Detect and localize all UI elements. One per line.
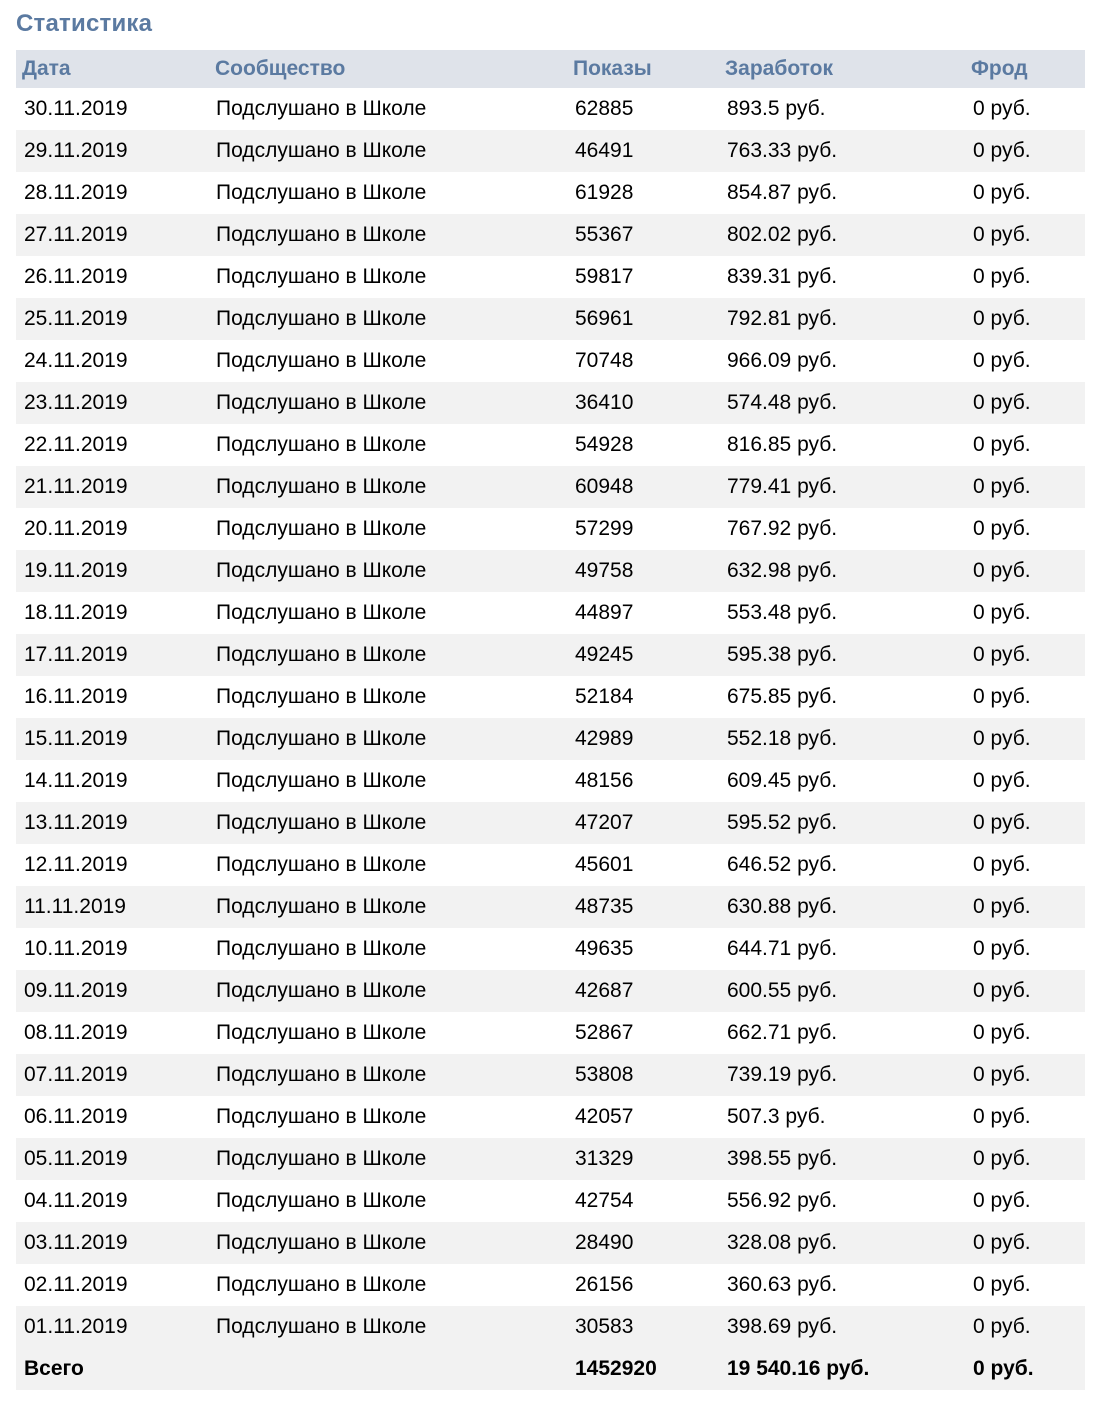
community-cell: Подслушано в Школе <box>214 1222 573 1264</box>
table-row <box>16 1180 1085 1222</box>
table-row <box>16 760 1085 802</box>
views-cell: 55367 <box>573 214 725 256</box>
date-cell: 08.11.2019 <box>24 1021 128 1044</box>
total-community-cell <box>214 1348 573 1390</box>
date-cell: 29.11.2019 <box>16 130 214 172</box>
table-row <box>16 1138 1085 1180</box>
community-cell: Подслушано в Школе <box>214 718 573 760</box>
earnings-cell: 792.81 руб. <box>725 298 971 340</box>
fraud-cell: 0 руб. <box>973 937 1031 960</box>
community-cell: Подслушано в Школе <box>214 550 573 592</box>
fraud-cell: 0 руб. <box>973 601 1031 624</box>
community-cell: Подслушано в Школе <box>214 1138 573 1180</box>
total-fraud: 0 руб. <box>971 1348 1085 1390</box>
earnings-cell: 600.55 руб. <box>725 970 971 1012</box>
views-cell: 53808 <box>573 1054 725 1096</box>
community-cell: Подслушано в Школе <box>216 937 427 960</box>
community-cell: Подслушано в Школе <box>216 601 427 624</box>
table-row <box>16 928 1085 970</box>
views-cell: 47207 <box>573 802 725 844</box>
earnings-cell: 630.88 руб. <box>725 886 971 928</box>
table-row <box>16 550 1085 592</box>
date-cell: 05.11.2019 <box>16 1138 214 1180</box>
earnings-cell: 556.92 руб. <box>727 1189 838 1212</box>
fraud-cell: 0 руб. <box>973 349 1031 372</box>
community-cell: Подслушано в Школе <box>214 886 573 928</box>
date-cell: 20.11.2019 <box>24 517 128 540</box>
community-cell: Подслушано в Школе <box>216 265 427 288</box>
table-row <box>16 970 1085 1012</box>
date-cell: 27.11.2019 <box>16 214 214 256</box>
earnings-cell: 398.69 руб. <box>725 1306 971 1348</box>
earnings-cell: 609.45 руб. <box>727 769 838 792</box>
fraud-cell: 0 руб. <box>973 685 1031 708</box>
earnings-cell: 802.02 руб. <box>725 214 971 256</box>
earnings-cell: 398.55 руб. <box>725 1138 971 1180</box>
table-row <box>16 676 1085 718</box>
views-cell: 26156 <box>575 1273 634 1296</box>
community-cell: Подслушано в Школе <box>216 685 427 708</box>
views-cell: 54928 <box>575 433 634 456</box>
table-footer <box>16 1348 1085 1390</box>
earnings-cell: 767.92 руб. <box>727 517 838 540</box>
community-cell: Подслушано в Школе <box>214 130 573 172</box>
date-cell: 24.11.2019 <box>24 349 128 372</box>
community-cell: Подслушано в Школе <box>216 1021 427 1044</box>
fraud-cell: 0 руб. <box>973 1021 1031 1044</box>
views-cell: 42687 <box>573 970 725 1012</box>
views-cell: 36410 <box>573 382 725 424</box>
fraud-cell: 0 руб. <box>973 853 1031 876</box>
fraud-cell: 0 руб. <box>971 802 1085 844</box>
date-cell: 25.11.2019 <box>16 298 214 340</box>
table-row <box>16 466 1085 508</box>
date-cell: 04.11.2019 <box>24 1189 128 1212</box>
date-cell: 19.11.2019 <box>16 550 214 592</box>
views-cell: 60948 <box>573 466 725 508</box>
fraud-cell: 0 руб. <box>971 382 1085 424</box>
fraud-cell: 0 руб. <box>971 1054 1085 1096</box>
date-cell: 01.11.2019 <box>16 1306 214 1348</box>
views-cell: 57299 <box>575 517 634 540</box>
views-cell: 42989 <box>573 718 725 760</box>
table-row <box>16 508 1085 550</box>
table-row <box>16 256 1085 298</box>
views-cell: 62885 <box>575 97 634 120</box>
column-header-earnings: Заработок <box>725 50 971 88</box>
earnings-cell: 595.38 руб. <box>725 634 971 676</box>
table-row <box>16 1054 1085 1096</box>
column-header-community: Сообщество <box>214 50 573 88</box>
date-cell: 23.11.2019 <box>16 382 214 424</box>
table-row <box>16 340 1085 382</box>
column-header-fraud: Фрод <box>971 50 1085 88</box>
earnings-cell: 662.71 руб. <box>727 1021 838 1044</box>
date-cell: 17.11.2019 <box>16 634 214 676</box>
views-cell: 45601 <box>575 853 634 876</box>
community-cell: Подслушано в Школе <box>214 802 573 844</box>
table-row <box>16 1096 1085 1138</box>
column-header-date: Дата <box>16 50 214 88</box>
views-cell: 49758 <box>573 550 725 592</box>
date-cell: 21.11.2019 <box>16 466 214 508</box>
views-cell: 31329 <box>573 1138 725 1180</box>
date-cell: 09.11.2019 <box>16 970 214 1012</box>
views-cell: 52867 <box>575 1021 634 1044</box>
date-cell: 14.11.2019 <box>24 769 128 792</box>
community-cell: Подслушано в Школе <box>216 433 427 456</box>
table-row <box>16 172 1085 214</box>
views-cell: 56961 <box>573 298 725 340</box>
date-cell: 16.11.2019 <box>24 685 128 708</box>
column-header-views: Показы <box>573 50 725 88</box>
views-cell: 49245 <box>573 634 725 676</box>
fraud-cell: 0 руб. <box>973 181 1031 204</box>
earnings-cell: 854.87 руб. <box>727 181 838 204</box>
date-cell: 26.11.2019 <box>24 265 128 288</box>
table-row <box>16 130 1085 172</box>
community-cell: Подслушано в Школе <box>216 853 427 876</box>
date-cell: 22.11.2019 <box>24 433 128 456</box>
earnings-cell: 507.3 руб. <box>727 1105 826 1128</box>
earnings-cell: 763.33 руб. <box>725 130 971 172</box>
community-cell: Подслушано в Школе <box>216 1273 427 1296</box>
fraud-cell: 0 руб. <box>973 1189 1031 1212</box>
earnings-cell: 646.52 руб. <box>727 853 838 876</box>
date-cell: 15.11.2019 <box>16 718 214 760</box>
fraud-cell: 0 руб. <box>973 97 1031 120</box>
fraud-cell: 0 руб. <box>973 769 1031 792</box>
fraud-cell: 0 руб. <box>971 466 1085 508</box>
earnings-cell: 644.71 руб. <box>727 937 838 960</box>
community-cell: Подслушано в Школе <box>214 382 573 424</box>
fraud-cell: 0 руб. <box>973 1273 1031 1296</box>
earnings-cell: 893.5 руб. <box>727 97 826 120</box>
total-label: Всего <box>16 1348 214 1390</box>
fraud-cell: 0 руб. <box>973 433 1031 456</box>
earnings-cell: 632.98 руб. <box>725 550 971 592</box>
community-cell: Подслушано в Школе <box>216 769 427 792</box>
date-cell: 11.11.2019 <box>16 886 214 928</box>
table-row <box>16 718 1085 760</box>
fraud-cell: 0 руб. <box>971 718 1085 760</box>
fraud-cell: 0 руб. <box>971 1222 1085 1264</box>
community-cell: Подслушано в Школе <box>214 1054 573 1096</box>
date-cell: 07.11.2019 <box>16 1054 214 1096</box>
earnings-cell: 574.48 руб. <box>725 382 971 424</box>
community-cell: Подслушано в Школе <box>216 517 427 540</box>
views-cell: 52184 <box>575 685 634 708</box>
table-row <box>16 886 1085 928</box>
views-cell: 48735 <box>573 886 725 928</box>
date-cell: 18.11.2019 <box>24 601 128 624</box>
table-row <box>16 214 1085 256</box>
fraud-cell: 0 руб. <box>973 1105 1031 1128</box>
table-row <box>16 634 1085 676</box>
community-cell: Подслушано в Школе <box>216 1189 427 1212</box>
date-cell: 12.11.2019 <box>24 853 128 876</box>
header-row <box>16 50 1085 88</box>
views-cell: 70748 <box>575 349 634 372</box>
table-row <box>16 1012 1085 1054</box>
table-row <box>16 298 1085 340</box>
views-cell: 49635 <box>575 937 634 960</box>
earnings-cell: 552.18 руб. <box>725 718 971 760</box>
table-row <box>16 424 1085 466</box>
community-cell: Подслушано в Школе <box>214 634 573 676</box>
fraud-cell: 0 руб. <box>971 1138 1085 1180</box>
fraud-cell: 0 руб. <box>973 265 1031 288</box>
views-cell: 61928 <box>575 181 634 204</box>
date-cell: 30.11.2019 <box>24 97 128 120</box>
table-row <box>16 844 1085 886</box>
earnings-cell: 739.19 руб. <box>725 1054 971 1096</box>
fraud-cell: 0 руб. <box>971 970 1085 1012</box>
views-cell: 48156 <box>575 769 634 792</box>
views-cell: 28490 <box>573 1222 725 1264</box>
earnings-cell: 675.85 руб. <box>727 685 838 708</box>
fraud-cell: 0 руб. <box>971 1306 1085 1348</box>
community-cell: Подслушано в Школе <box>216 181 427 204</box>
date-cell: 02.11.2019 <box>24 1273 128 1296</box>
views-cell: 42754 <box>575 1189 634 1212</box>
table-body <box>16 88 1085 1348</box>
page-title: Статистика <box>16 10 153 37</box>
fraud-cell: 0 руб. <box>971 550 1085 592</box>
earnings-cell: 816.85 руб. <box>727 433 838 456</box>
earnings-cell: 595.52 руб. <box>725 802 971 844</box>
total-row <box>16 1348 1085 1390</box>
fraud-cell: 0 руб. <box>971 634 1085 676</box>
views-cell: 44897 <box>575 601 634 624</box>
views-cell: 59817 <box>575 265 634 288</box>
community-cell: Подслушано в Школе <box>214 970 573 1012</box>
earnings-cell: 839.31 руб. <box>727 265 838 288</box>
statistics-table <box>16 50 1085 1390</box>
table-row <box>16 1222 1085 1264</box>
date-cell: 10.11.2019 <box>24 937 128 960</box>
views-cell: 42057 <box>575 1105 634 1128</box>
fraud-cell: 0 руб. <box>973 517 1031 540</box>
date-cell: 13.11.2019 <box>16 802 214 844</box>
community-cell: Подслушано в Школе <box>214 298 573 340</box>
community-cell: Подслушано в Школе <box>214 466 573 508</box>
total-earnings: 19 540.16 руб. <box>725 1348 971 1390</box>
earnings-cell: 328.08 руб. <box>725 1222 971 1264</box>
community-cell: Подслушано в Школе <box>216 1105 427 1128</box>
views-cell: 46491 <box>573 130 725 172</box>
community-cell: Подслушано в Школе <box>214 1306 573 1348</box>
fraud-cell: 0 руб. <box>971 298 1085 340</box>
community-cell: Подслушано в Школе <box>216 97 427 120</box>
total-views: 1452920 <box>573 1348 725 1390</box>
earnings-cell: 779.41 руб. <box>725 466 971 508</box>
earnings-cell: 553.48 руб. <box>727 601 838 624</box>
earnings-cell: 966.09 руб. <box>727 349 838 372</box>
table-row <box>16 802 1085 844</box>
earnings-cell: 360.63 руб. <box>727 1273 838 1296</box>
table-row <box>16 88 1085 130</box>
date-cell: 28.11.2019 <box>24 181 128 204</box>
table-row <box>16 1264 1085 1306</box>
table-row <box>16 592 1085 634</box>
date-cell: 03.11.2019 <box>16 1222 214 1264</box>
fraud-cell: 0 руб. <box>971 886 1085 928</box>
table-row <box>16 1306 1085 1348</box>
table-header <box>16 50 1085 88</box>
date-cell: 06.11.2019 <box>24 1105 128 1128</box>
table-row <box>16 382 1085 424</box>
community-cell: Подслушано в Школе <box>214 214 573 256</box>
fraud-cell: 0 руб. <box>971 214 1085 256</box>
community-cell: Подслушано в Школе <box>216 349 427 372</box>
views-cell: 30583 <box>573 1306 725 1348</box>
fraud-cell: 0 руб. <box>971 130 1085 172</box>
